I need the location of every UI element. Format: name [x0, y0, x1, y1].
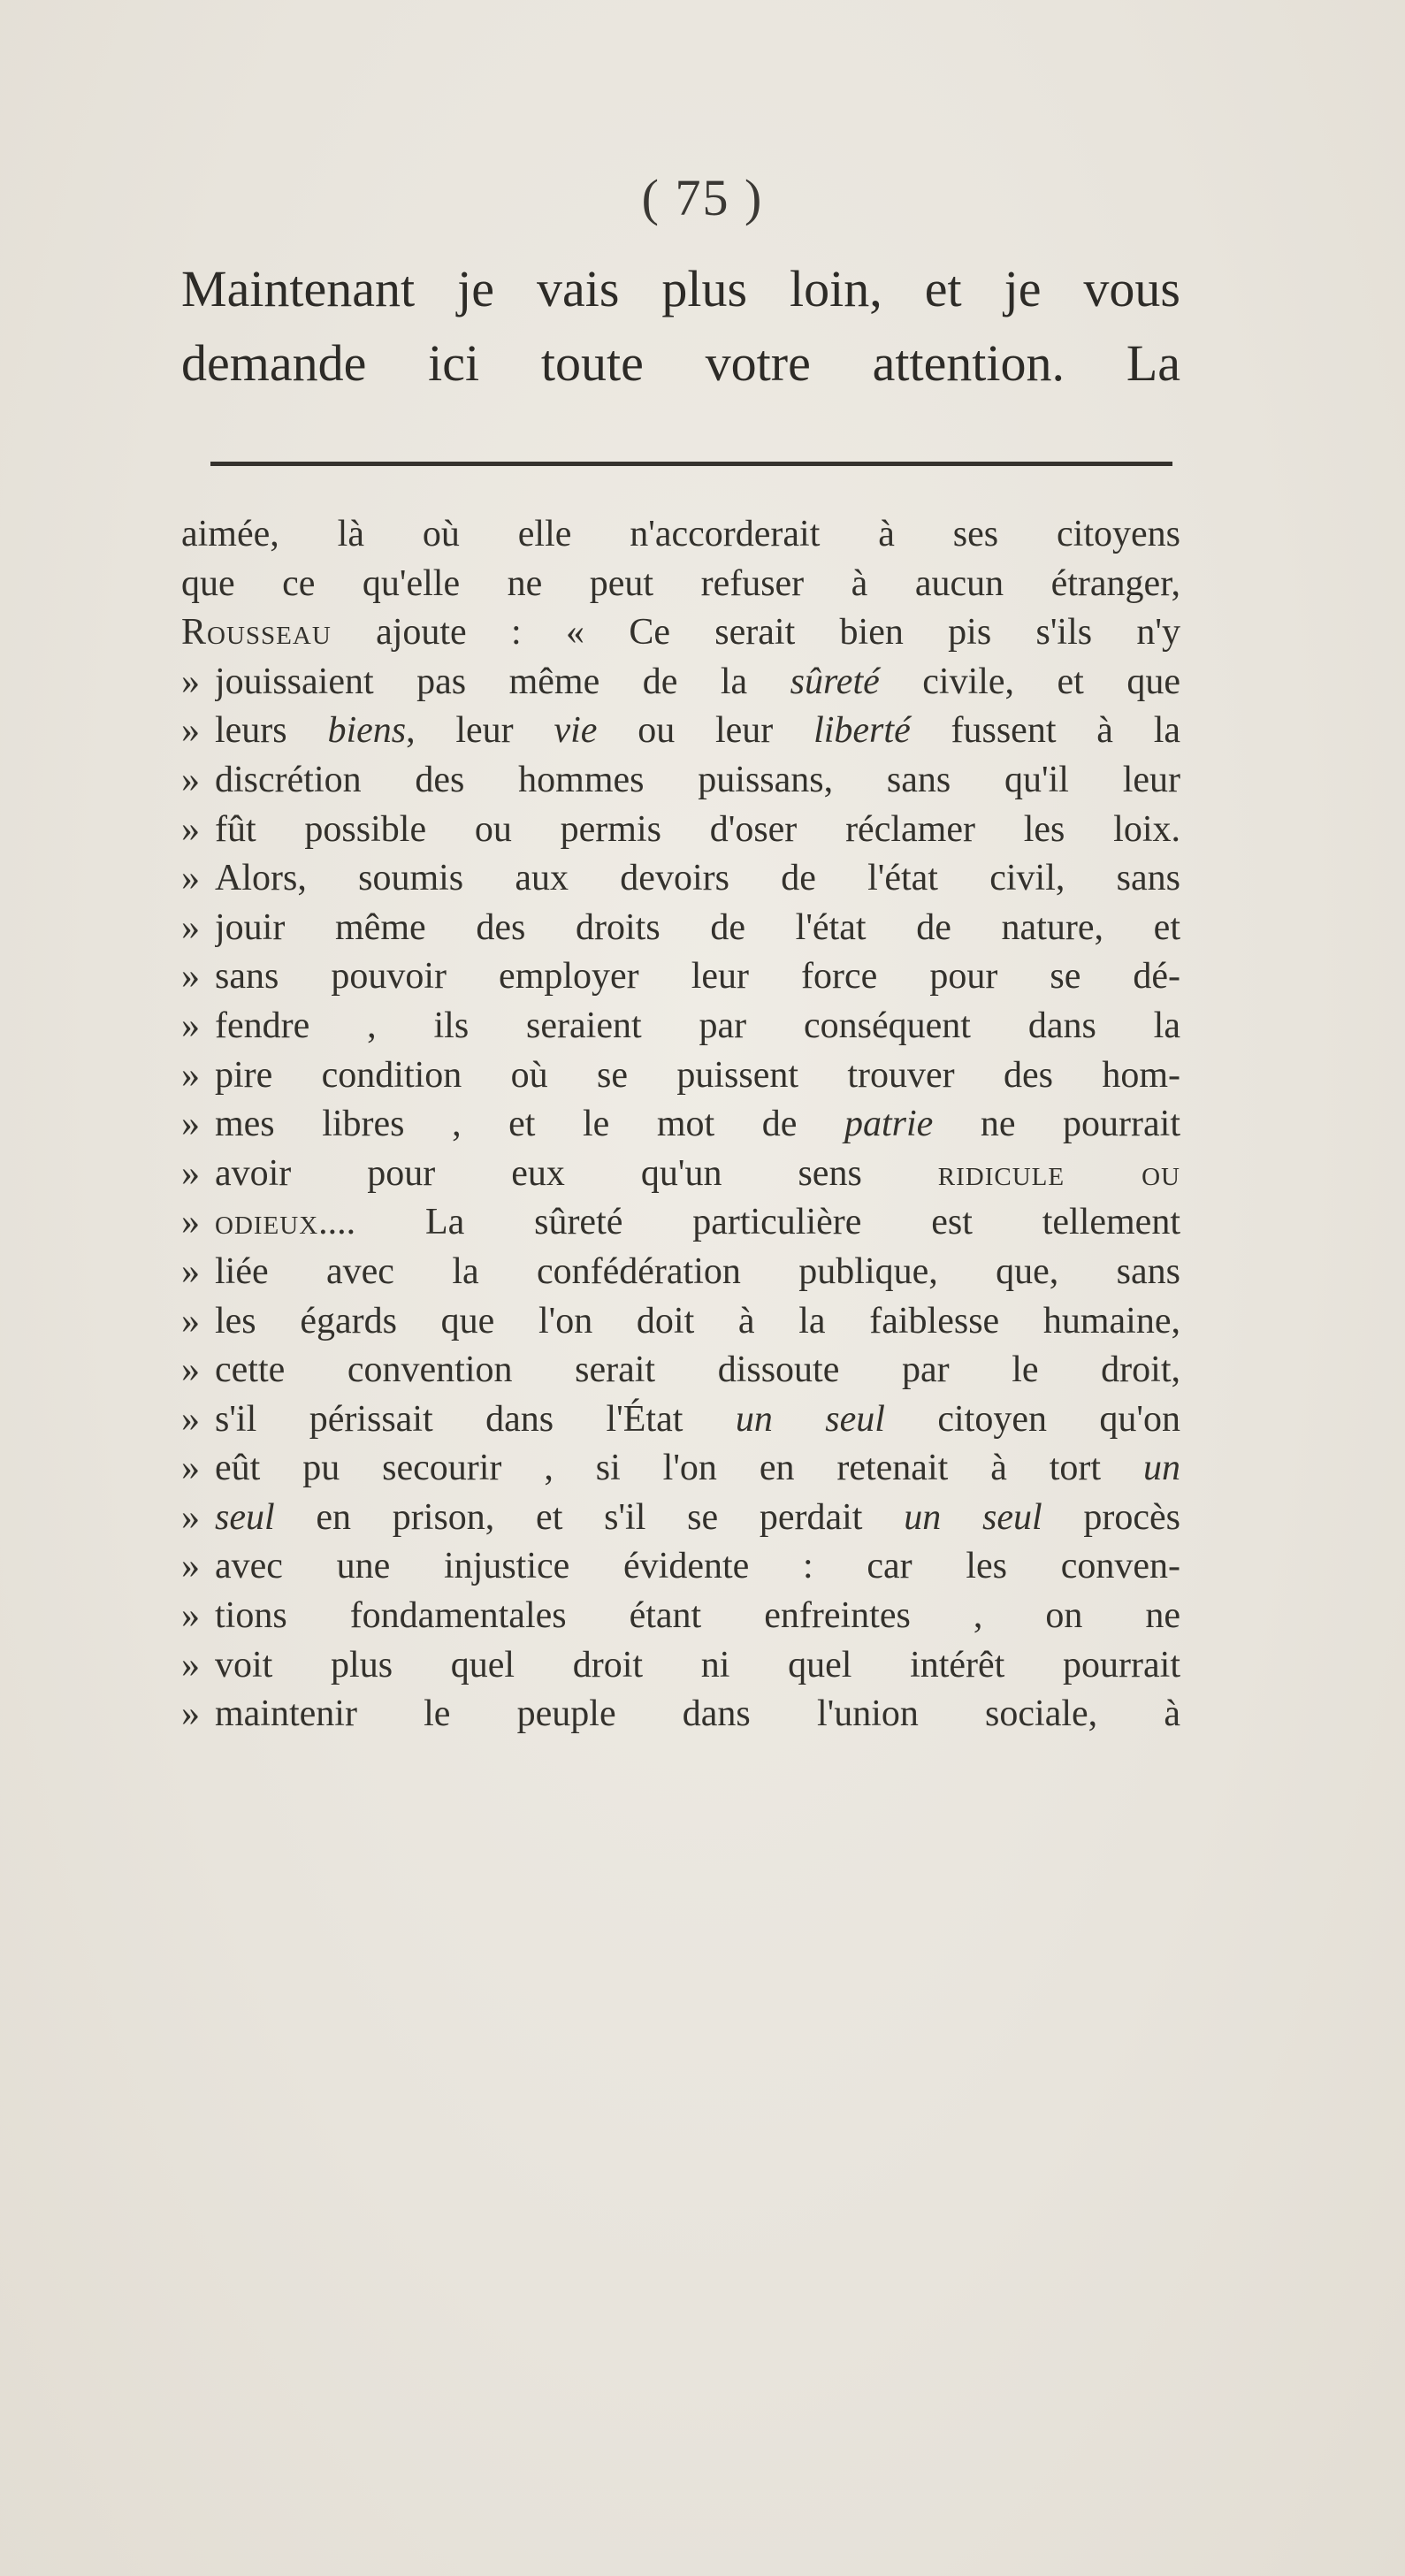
body-text	[181, 510, 1180, 1739]
text-line	[181, 1395, 1180, 1445]
text-line	[181, 608, 1180, 658]
section-divider	[210, 462, 1172, 466]
quote-mark: »	[181, 759, 200, 800]
line-text: sans pouvoir employer leur force pour se dé-	[215, 956, 1180, 998]
line-text	[215, 658, 1180, 707]
line-text	[215, 1150, 1180, 1199]
quote-mark: »	[181, 1152, 200, 1194]
text-run: avoir pour eux qu'un sens	[215, 1152, 938, 1194]
quote-mark: »	[181, 1496, 200, 1538]
heading-line: demande ici toute votre attention. La	[181, 334, 1180, 392]
line-text: aimée, là où elle n'accorderait à ses citoyens	[181, 514, 1180, 554]
quote-mark: »	[181, 956, 200, 998]
text-line	[181, 952, 1180, 1002]
text-line	[181, 854, 1180, 904]
quote-mark: »	[181, 1693, 200, 1735]
line-text: discrétion des hommes puissans, sans qu'il leur	[215, 759, 1180, 800]
line-text	[215, 1100, 1180, 1150]
line-text: avec une injustice évidente : car les conven-	[215, 1546, 1180, 1587]
italic-term: sûreté	[790, 661, 880, 702]
text-run: .... La sûreté particulière est tellement	[318, 1202, 1180, 1243]
text-run: ne pourrait	[933, 1104, 1180, 1145]
quote-mark: »	[181, 1595, 200, 1637]
text-line	[181, 756, 1180, 806]
line-text: pire condition où se puissent trouver des hom-	[215, 1054, 1180, 1096]
text-line	[181, 1592, 1180, 1641]
text-run: en prison, et s'il se perdait	[274, 1496, 905, 1538]
line-text	[215, 707, 1180, 756]
text-line	[181, 1002, 1180, 1051]
quote-mark: »	[181, 1250, 200, 1292]
line-text: maintenir le peuple dans l'union sociale, à	[215, 1693, 1180, 1735]
quote-mark: »	[181, 1300, 200, 1342]
quote-mark: »	[181, 1005, 200, 1046]
quote-mark: »	[181, 1349, 200, 1391]
text-line	[181, 904, 1180, 953]
line-text: que ce qu'elle ne peut refuser à aucun étranger,	[181, 562, 1180, 604]
line-text	[215, 1395, 1180, 1445]
text-run: citoyen qu'on	[884, 1398, 1180, 1440]
text-run: eût pu secourir , si l'on en retenait à tort	[215, 1448, 1143, 1489]
text-line	[181, 1198, 1180, 1248]
text-line	[181, 1690, 1180, 1739]
page-number: ( 75 )	[641, 169, 764, 226]
quote-mark: »	[181, 1546, 200, 1587]
quote-mark: »	[181, 1054, 200, 1096]
line-text: liée avec la confédération publique, que, sans	[215, 1250, 1180, 1292]
line-text	[215, 1494, 1180, 1543]
quote-mark: »	[181, 906, 200, 948]
text-line	[181, 560, 1180, 609]
quote-mark: »	[181, 808, 200, 850]
heading-line: Maintenant je vais plus loin, et je vous	[181, 260, 1180, 317]
italic-term: seul	[215, 1496, 275, 1538]
line-text: Alors, soumis aux devoirs de l'état civil, sans	[215, 858, 1180, 899]
smallcaps-term: ridicule	[937, 1152, 1065, 1194]
text-line	[181, 1248, 1180, 1297]
quote-mark: »	[181, 1448, 200, 1489]
text-line	[181, 1051, 1180, 1101]
text-run: s'il périssait dans l'État	[215, 1398, 736, 1440]
text-run: fussent à la	[910, 710, 1180, 752]
line-text: cette convention serait dissoute par le droit,	[215, 1349, 1180, 1391]
text-line	[181, 707, 1180, 756]
text-line	[181, 1444, 1180, 1494]
text-run: , leur	[406, 710, 554, 752]
line-text	[181, 608, 1180, 658]
text-line	[181, 1150, 1180, 1199]
line-text: jouir même des droits de l'état de nature, et	[215, 906, 1180, 948]
text-line	[181, 1542, 1180, 1592]
line-text-rest: ajoute : « Ce serait bien pis s'ils n'y	[331, 612, 1180, 654]
italic-term: biens	[327, 710, 407, 752]
text-run: procès	[1042, 1496, 1180, 1538]
italic-term: patrie	[844, 1104, 934, 1145]
line-text: voit plus quel droit ni quel intérêt pourrait	[215, 1644, 1180, 1685]
line-text: fendre , ils seraient par conséquent dans la	[215, 1005, 1180, 1046]
text-run: leurs	[215, 710, 328, 752]
italic-term: un	[1143, 1448, 1180, 1489]
text-line	[181, 806, 1180, 855]
quote-mark: »	[181, 858, 200, 899]
italic-term: un seul	[904, 1496, 1042, 1538]
quote-mark: »	[181, 1104, 200, 1145]
text-line	[181, 1100, 1180, 1150]
author-name: Rousseau	[181, 612, 332, 654]
text-line	[181, 658, 1180, 707]
smallcaps-term: odieux	[215, 1202, 319, 1243]
line-text	[215, 1198, 1180, 1248]
text-run: mes libres , et le mot de	[215, 1104, 844, 1145]
text-line	[181, 510, 1180, 560]
quote-mark: »	[181, 1202, 200, 1243]
text-line	[181, 1297, 1180, 1347]
text-run: jouissaient pas même de la	[215, 661, 790, 702]
quote-mark: »	[181, 1644, 200, 1685]
text-line	[181, 1494, 1180, 1543]
line-text: les égards que l'on doit à la faiblesse humaine,	[215, 1300, 1180, 1342]
text-run: civile, et que	[879, 661, 1180, 702]
text-run: ou leur	[597, 710, 814, 752]
line-text: tions fondamentales étant enfreintes , on ne	[215, 1595, 1180, 1637]
italic-term: un seul	[735, 1398, 885, 1440]
smallcaps-term: ou	[1065, 1152, 1180, 1194]
line-text	[215, 1444, 1180, 1494]
quote-mark: »	[181, 1398, 200, 1440]
quote-mark: »	[181, 661, 200, 702]
italic-term: vie	[554, 710, 598, 752]
text-line	[181, 1346, 1180, 1395]
italic-term: liberté	[813, 710, 911, 752]
heading-paragraph	[181, 252, 1180, 401]
text-line	[181, 1641, 1180, 1691]
quote-mark: »	[181, 710, 200, 752]
line-text: fût possible ou permis d'oser réclamer les loix.	[215, 808, 1180, 850]
